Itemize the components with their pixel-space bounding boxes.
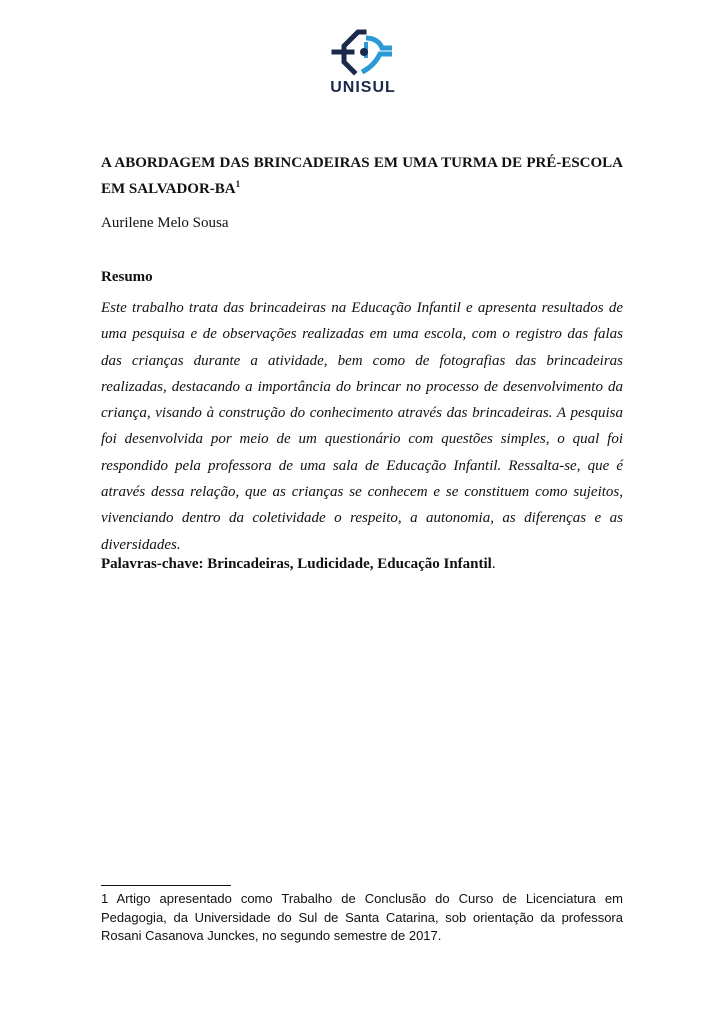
author-name: Aurilene Melo Sousa bbox=[101, 215, 229, 231]
title-footnote-marker[interactable]: 1 bbox=[235, 179, 241, 189]
footnote-text: Artigo apresentado como Trabalho de Conclusão do Curso de Licenciatura em Pedagogia, da Universidade do Sul de Santa Catarina, sob orientação da professora Rosani Casanova Junckes, no segundo semestre de 2017. bbox=[101, 891, 623, 943]
keywords-label: Palavras-chave: bbox=[101, 556, 204, 572]
abstract-heading: Resumo bbox=[101, 269, 153, 285]
abstract-text: Este trabalho trata das brincadeiras na Educação Infantil e apresenta resultados de uma pesquisa e de observações realizadas em uma escola, com o registro das falas das crianças durante a atividade, bem como de fotografias das brincadeiras realizadas, destacando a importância do brincar no processo de desenvolvimento da criança, visando à construção do conhecimento através das brincadeiras. A pesquisa foi desenvolvida por meio de um questionário com questões simples, o qual foi respondido pela professora de uma sala de Educação Infantil. Ressalta-se, que é através dessa relação, que as crianças se conhecem e se constituem como sujeitos, vivenciando dentro da coletividade o respeito, a autonomia, as diferenças e as diversidades. bbox=[101, 300, 623, 553]
unisul-logo bbox=[318, 28, 408, 100]
keywords-end: . bbox=[491, 556, 496, 572]
keywords-line bbox=[101, 553, 496, 575]
footnote-divider bbox=[101, 885, 231, 886]
unisul-emblem-icon bbox=[330, 28, 396, 78]
logo-wordmark: UNISUL bbox=[330, 79, 396, 96]
paper-title bbox=[101, 150, 623, 202]
footnote bbox=[101, 890, 623, 946]
keywords-list: Brincadeiras, Ludicidade, Educação Infantil bbox=[207, 556, 492, 572]
paper-title-text: A ABORDAGEM DAS BRINCADEIRAS EM UMA TURMA DE PRÉ-ESCOLA EM SALVADOR-BA bbox=[101, 155, 623, 197]
footnote-marker: 1 bbox=[101, 891, 109, 906]
